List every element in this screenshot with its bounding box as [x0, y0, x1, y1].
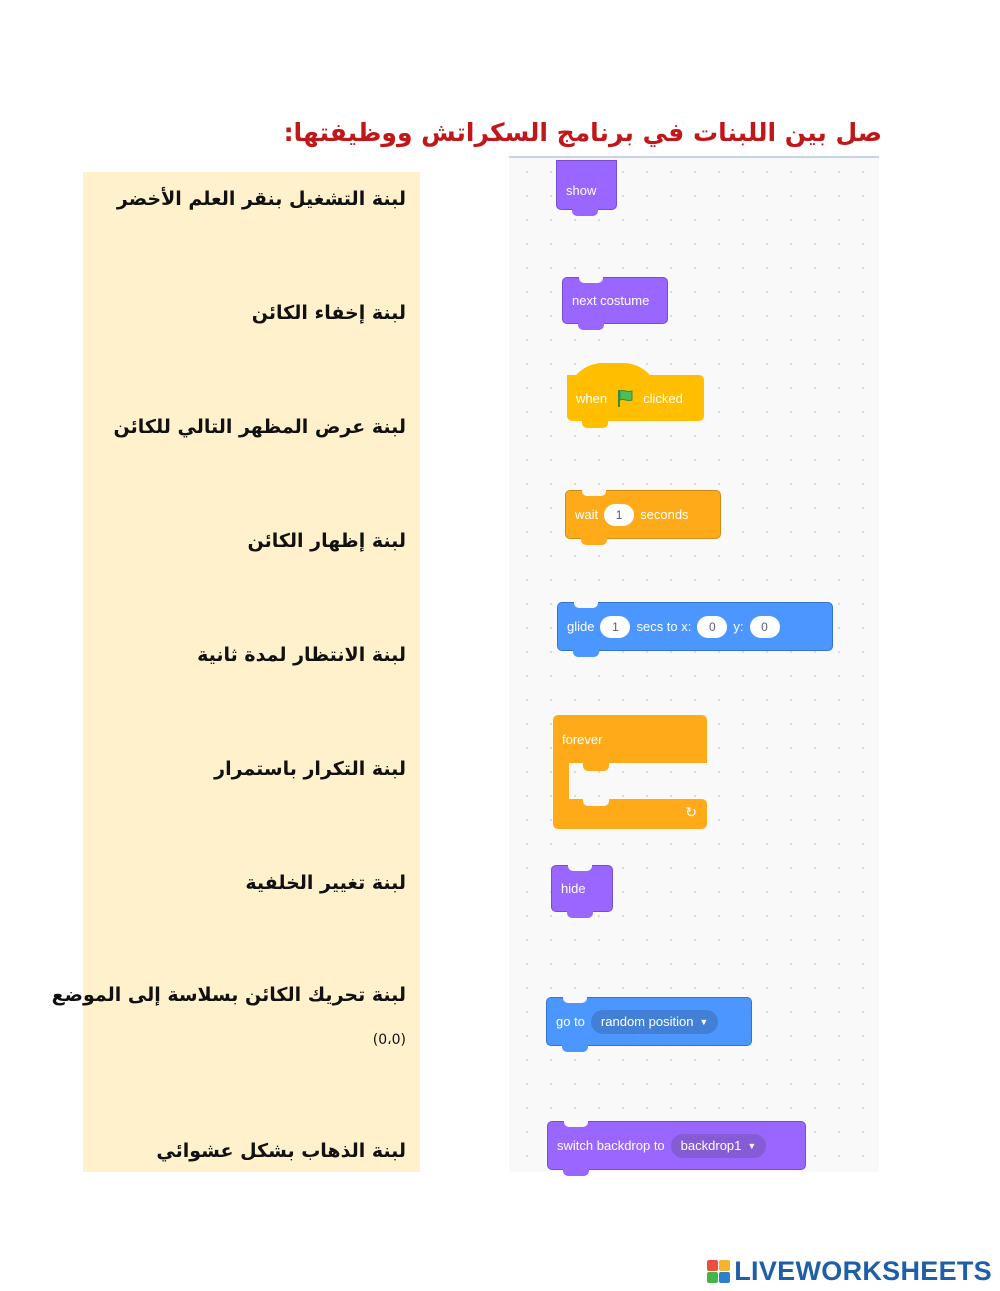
- wait-value-input[interactable]: 1: [604, 504, 634, 526]
- description-item[interactable]: لبنة التكرار باستمرار: [214, 758, 406, 780]
- glide-secs-input[interactable]: 1: [600, 616, 630, 638]
- green-flag-icon: [615, 388, 635, 408]
- forever-cutout: [583, 799, 609, 806]
- backdrop-dropdown[interactable]: [671, 1134, 767, 1158]
- hide-label: hide: [561, 881, 586, 896]
- go-to-block[interactable]: [546, 997, 752, 1046]
- forever-inner-notch: [583, 763, 609, 771]
- next-costume-label: next costume: [572, 293, 650, 308]
- next-costume-block[interactable]: [562, 277, 668, 324]
- glide-block[interactable]: [557, 602, 833, 651]
- hat-body: [567, 375, 704, 421]
- description-item[interactable]: لبنة التشغيل بنقر العلم الأخضر: [116, 188, 406, 210]
- loop-arrow-icon: ↻: [685, 805, 697, 821]
- go-to-target-dropdown[interactable]: [591, 1010, 718, 1034]
- clicked-label: clicked: [643, 390, 683, 406]
- switch-backdrop-block[interactable]: [547, 1121, 806, 1170]
- descriptions-panel: [51, 172, 420, 1172]
- switch-backdrop-label: switch backdrop to: [557, 1138, 665, 1153]
- glide-label: glide: [567, 619, 595, 634]
- description-item[interactable]: لبنة إظهار الكائن: [247, 530, 406, 552]
- liveworksheets-logo: [707, 1256, 992, 1287]
- forever-block[interactable]: [553, 715, 707, 821]
- description-item[interactable]: لبنة إخفاء الكائن: [251, 302, 406, 324]
- description-item[interactable]: لبنة الذهاب بشكل عشوائي: [156, 1140, 406, 1162]
- glide-y-input[interactable]: 0: [750, 616, 780, 638]
- show-block[interactable]: [556, 160, 617, 210]
- when-label: when: [576, 390, 608, 406]
- dropdown-caret-icon: ▼: [747, 1140, 757, 1151]
- description-item[interactable]: لبنة عرض المظهر التالي للكائن: [113, 416, 406, 438]
- go-to-target-label: random position: [600, 1014, 694, 1029]
- description-item[interactable]: لبنة الانتظار لمدة ثانية: [197, 644, 406, 666]
- secs-to-x-label: secs to x:: [636, 619, 692, 634]
- forever-bottom: [553, 799, 707, 829]
- wait-seconds-block[interactable]: [565, 490, 721, 539]
- description-item[interactable]: لبنة تغيير الخلفية: [245, 872, 406, 894]
- description-item[interactable]: لبنة تحريك الكائن بسلاسة إلى الموضع: [51, 984, 406, 1006]
- backdrop-target-label: backdrop1: [680, 1138, 742, 1153]
- dropdown-caret-icon: ▼: [699, 1016, 709, 1027]
- y-label: y:: [733, 619, 744, 634]
- forever-side: [553, 755, 569, 805]
- hide-block[interactable]: [551, 865, 613, 912]
- logo-grid-icon: [707, 1260, 730, 1283]
- wait-label: wait: [575, 507, 599, 522]
- logo-text: LIVEWORKSHEETS: [734, 1256, 992, 1286]
- show-label: show: [566, 182, 597, 198]
- go-to-label: go to: [556, 1014, 585, 1029]
- glide-x-input[interactable]: 0: [697, 616, 727, 638]
- when-flag-clicked-block[interactable]: [567, 363, 704, 421]
- seconds-label: seconds: [640, 507, 689, 522]
- forever-label: forever: [553, 715, 707, 763]
- coordinate-note: (0،0): [372, 1032, 406, 1048]
- page-title: صل بين اللبنات في برنامج السكراتش ووظيفتها:: [283, 118, 882, 147]
